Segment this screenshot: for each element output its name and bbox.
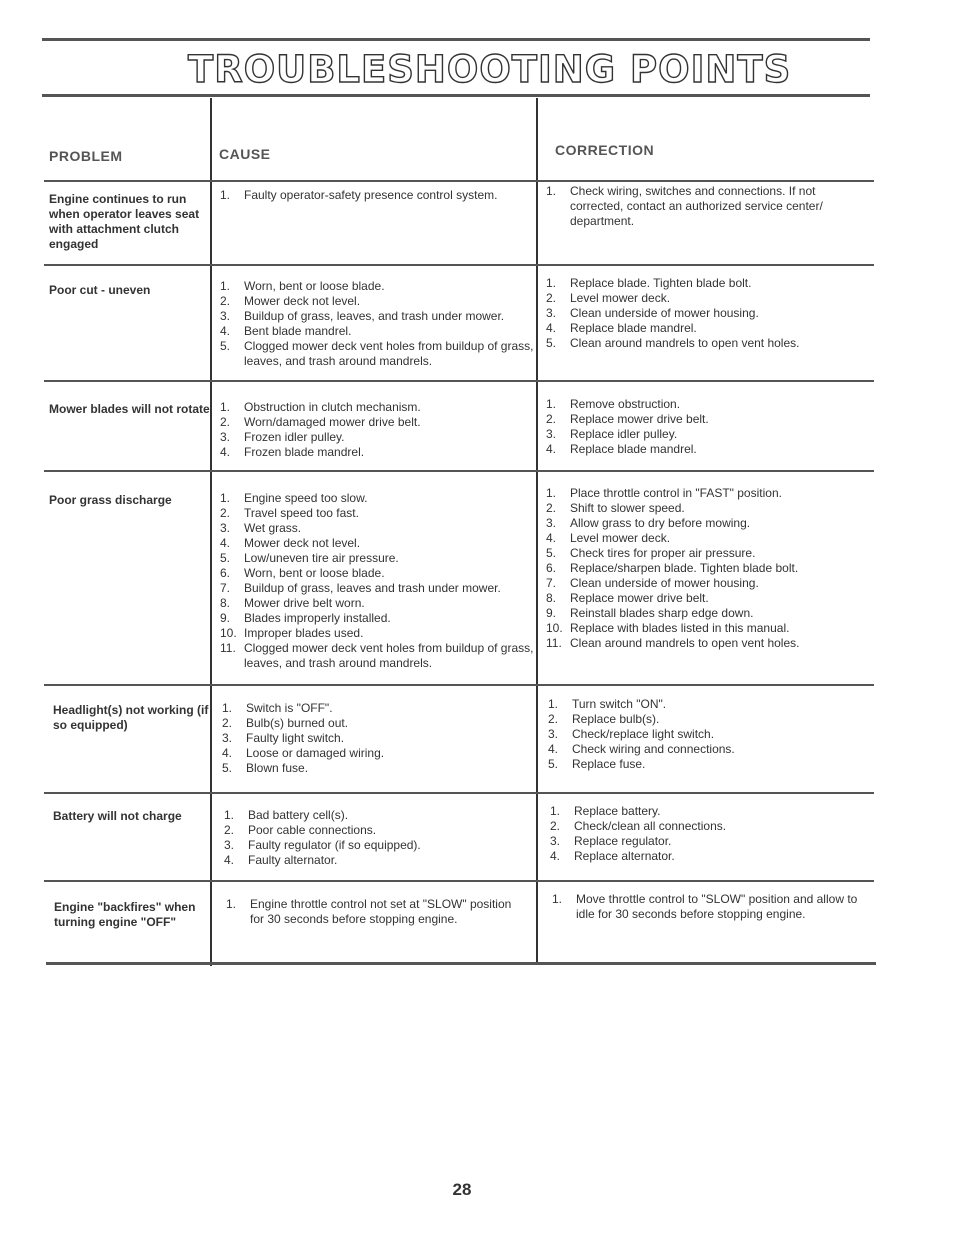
cause-item: 3. Faulty regulator (if so equipped). bbox=[224, 838, 421, 852]
correction-item: 1. Move throttle control to "SLOW" position and allow to idle for 30 seconds before stopping engine. bbox=[552, 892, 858, 921]
correction-item: 3. Check/replace light switch. bbox=[548, 727, 715, 741]
cause-item: 2. Travel speed too fast. bbox=[220, 506, 359, 520]
correction-item: 3. Replace idler pulley. bbox=[546, 427, 678, 441]
problem-text: Engine "backfires" when turning engine "OFF" bbox=[54, 900, 196, 929]
correction-list bbox=[546, 804, 848, 864]
cause-list bbox=[216, 491, 536, 671]
cause-item: 2. Mower deck not level. bbox=[220, 294, 361, 308]
cause-item: 2. Bulb(s) burned out. bbox=[222, 716, 349, 730]
correction-item: 4. Check wiring and connections. bbox=[548, 742, 735, 756]
correction-list bbox=[542, 486, 844, 651]
correction-item: 1. Replace blade. Tighten blade bolt. bbox=[546, 276, 752, 290]
cause-item: 4. Mower deck not level. bbox=[220, 536, 361, 550]
correction-item: 3. Clean underside of mower housing. bbox=[546, 306, 759, 320]
correction-item: 2. Check/clean all connections. bbox=[550, 819, 727, 833]
cause-list bbox=[218, 701, 538, 776]
cause-item: 1. Engine speed too slow. bbox=[220, 491, 368, 505]
correction-header: CORRECTION bbox=[555, 142, 655, 158]
cause-item: 4. Bent blade mandrel. bbox=[220, 324, 352, 338]
cause-item: 6. Worn, bent or loose blade. bbox=[220, 566, 385, 580]
cause-item: 3. Faulty light switch. bbox=[222, 731, 345, 745]
cause-header: CAUSE bbox=[219, 146, 271, 162]
correction-item: 5. Check tires for proper air pressure. bbox=[546, 546, 756, 560]
row-divider bbox=[44, 684, 874, 686]
correction-item: 6. Replace/sharpen blade. Tighten blade bolt. bbox=[546, 561, 799, 575]
cause-item: 4. Frozen blade mandrel. bbox=[220, 445, 365, 459]
correction-item: 2. Level mower deck. bbox=[546, 291, 671, 305]
page-title: TROUBLESHOOTING POINTS bbox=[188, 48, 792, 91]
correction-list bbox=[542, 276, 844, 351]
correction-item: 2. Replace mower drive belt. bbox=[546, 412, 709, 426]
row-divider bbox=[44, 880, 874, 882]
problem-text: Battery will not charge bbox=[53, 809, 182, 823]
problem-text: Poor grass discharge bbox=[49, 493, 172, 507]
correction-item: 4. Replace blade mandrel. bbox=[546, 321, 697, 335]
cause-list bbox=[220, 808, 540, 868]
row-divider bbox=[44, 470, 874, 472]
correction-item: 1. Replace battery. bbox=[550, 804, 661, 818]
correction-item: 2. Shift to slower speed. bbox=[546, 501, 685, 515]
problem-header: PROBLEM bbox=[49, 148, 123, 164]
cause-item: 3. Frozen idler pulley. bbox=[220, 430, 345, 444]
cause-item: 1. Faulty operator-safety presence control system. bbox=[220, 188, 498, 202]
cause-item: 5. Low/uneven tire air pressure. bbox=[220, 551, 399, 565]
correction-list bbox=[542, 397, 844, 457]
cause-list bbox=[216, 400, 536, 460]
row-divider bbox=[44, 180, 874, 182]
correction-item: 2. Replace bulb(s). bbox=[548, 712, 660, 726]
cause-item: 8. Mower drive belt worn. bbox=[220, 596, 365, 610]
bottom-rule bbox=[46, 962, 876, 965]
cause-item: 7. Buildup of grass, leaves and trash under mower. bbox=[220, 581, 501, 595]
cause-item: 1. Bad battery cell(s). bbox=[224, 808, 349, 822]
correction-item: 5. Clean around mandrels to open vent holes. bbox=[546, 336, 800, 350]
cause-item: 10. Improper blades used. bbox=[220, 626, 364, 640]
correction-item: 1. Check wiring, switches and connections. If not corrected, contact an authorized service center/ department. bbox=[546, 184, 823, 228]
problem-text: Mower blades will not rotate bbox=[49, 402, 210, 416]
cause-list bbox=[216, 279, 536, 369]
cause-item: 1. Switch is "OFF". bbox=[222, 701, 333, 715]
cause-item: 1. Worn, bent or loose blade. bbox=[220, 279, 385, 293]
correction-item: 7. Clean underside of mower housing. bbox=[546, 576, 759, 590]
correction-item: 1. Remove obstruction. bbox=[546, 397, 681, 411]
cause-item: 5. Clogged mower deck vent holes from buildup of grass, leaves, and trash around mandrels. bbox=[220, 339, 534, 368]
correction-item: 4. Replace blade mandrel. bbox=[546, 442, 697, 456]
cause-list bbox=[216, 188, 536, 203]
correction-item: 5. Replace fuse. bbox=[548, 757, 646, 771]
cause-item: 2. Poor cable connections. bbox=[224, 823, 377, 837]
correction-item: 4. Level mower deck. bbox=[546, 531, 671, 545]
cause-item: 3. Wet grass. bbox=[220, 521, 302, 535]
page-number: 28 bbox=[452, 1180, 472, 1199]
row-divider bbox=[44, 792, 874, 794]
cause-item: 1. Obstruction in clutch mechanism. bbox=[220, 400, 421, 414]
correction-item: 1. Turn switch "ON". bbox=[548, 697, 667, 711]
correction-item: 8. Replace mower drive belt. bbox=[546, 591, 709, 605]
correction-list bbox=[544, 697, 846, 772]
cause-item: 2. Worn/damaged mower drive belt. bbox=[220, 415, 421, 429]
row-divider bbox=[44, 380, 874, 382]
correction-item: 3. Replace regulator. bbox=[550, 834, 672, 848]
correction-list bbox=[542, 184, 844, 229]
cause-item: 3. Buildup of grass, leaves, and trash under mower. bbox=[220, 309, 505, 323]
correction-item: 1. Place throttle control in "FAST" position. bbox=[546, 486, 782, 500]
cause-item: 9. Blades improperly installed. bbox=[220, 611, 391, 625]
title-under-rule bbox=[42, 94, 870, 97]
correction-item: 11. Clean around mandrels to open vent holes. bbox=[546, 636, 800, 650]
cause-item: 4. Loose or damaged wiring. bbox=[222, 746, 385, 760]
cause-item: 1. Engine throttle control not set at "SLOW" position for 30 seconds before stopping engine. bbox=[226, 897, 512, 926]
correction-item: 3. Allow grass to dry before mowing. bbox=[546, 516, 751, 530]
problem-text: Engine continues to run when operator leaves seat with attachment clutch engaged bbox=[49, 192, 200, 251]
cause-item: 4. Faulty alternator. bbox=[224, 853, 338, 867]
correction-item: 4. Replace alternator. bbox=[550, 849, 675, 863]
correction-item: 10. Replace with blades listed in this manual. bbox=[546, 621, 790, 635]
problem-text: Headlight(s) not working (if so equipped) bbox=[53, 703, 209, 732]
problem-text: Poor cut - uneven bbox=[49, 283, 151, 297]
cause-item: 11. Clogged mower deck vent holes from buildup of grass, leaves, and trash around mandrels. bbox=[220, 641, 534, 670]
cause-list bbox=[222, 897, 512, 927]
correction-list bbox=[548, 892, 864, 922]
correction-item: 9. Reinstall blades sharp edge down. bbox=[546, 606, 754, 620]
top-rule bbox=[42, 38, 870, 41]
cause-item: 5. Blown fuse. bbox=[222, 761, 309, 775]
row-divider bbox=[44, 264, 874, 266]
